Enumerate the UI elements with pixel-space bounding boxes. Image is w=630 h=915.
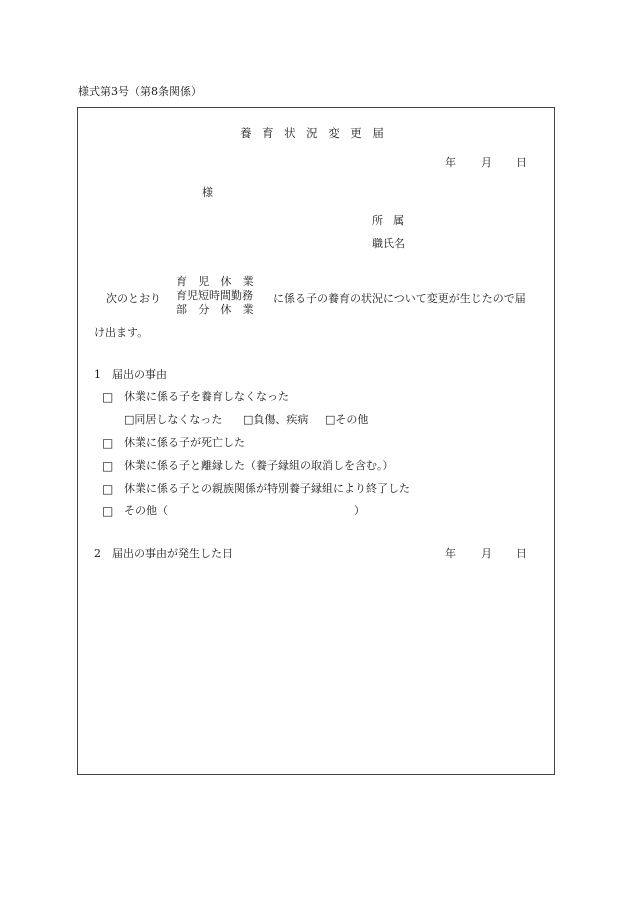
- item5-text: その他（: [124, 504, 168, 517]
- item5-checkbox[interactable]: □: [102, 504, 114, 518]
- leave-type-childcare: 育 児 休 業: [176, 275, 258, 288]
- leave-type-list: [176, 276, 257, 315]
- form-number: 様式第3号（第8条関係）: [78, 85, 202, 98]
- item1-checkbox[interactable]: □: [102, 390, 114, 404]
- event-date-month: 月: [481, 547, 492, 560]
- item3-text: 休業に係る子と離縁した（養子縁組の取消しを含む。）: [124, 459, 394, 472]
- affiliation-label: 所 属: [372, 214, 408, 227]
- leave-type-partial: 部 分 休 業: [176, 303, 258, 316]
- form-title: 養 育 状 況 変 更 届: [240, 126, 388, 140]
- section2-heading: 2 届出の事由が発生した日: [94, 547, 233, 560]
- name-label: 職氏名: [372, 237, 405, 250]
- other-close-paren: ）: [354, 504, 365, 517]
- statement-prefix: 次のとおり: [106, 292, 161, 305]
- leave-type-short-hours: 育児短時間勤務: [176, 289, 253, 302]
- item3-checkbox[interactable]: □: [102, 459, 114, 473]
- statement-continuation: け出ます。: [94, 326, 149, 339]
- date-day: 日: [516, 156, 527, 169]
- event-date-day: 日: [516, 547, 527, 560]
- sub-option-other[interactable]: □その他: [325, 413, 369, 426]
- item2-checkbox[interactable]: □: [102, 436, 114, 450]
- item4-text: 休業に係る子との親族関係が特別養子縁組により終了した: [124, 482, 410, 495]
- item4-checkbox[interactable]: □: [102, 482, 114, 496]
- date-month: 月: [481, 156, 492, 169]
- item1-text: 休業に係る子を養育しなくなった: [124, 390, 289, 403]
- date-year: 年: [445, 156, 456, 169]
- sub-option-not-cohabiting[interactable]: □同居しなくなった: [124, 413, 223, 426]
- addressee-suffix: 様: [202, 186, 213, 199]
- statement-suffix: に係る子の養育の状況について変更が生じたので届: [273, 292, 526, 305]
- section1-heading: 1 届出の事由: [94, 368, 167, 381]
- sub-option-injury-illness[interactable]: □負傷、疾病: [243, 413, 309, 426]
- event-date-year: 年: [445, 547, 456, 560]
- item2-text: 休業に係る子が死亡した: [124, 436, 245, 449]
